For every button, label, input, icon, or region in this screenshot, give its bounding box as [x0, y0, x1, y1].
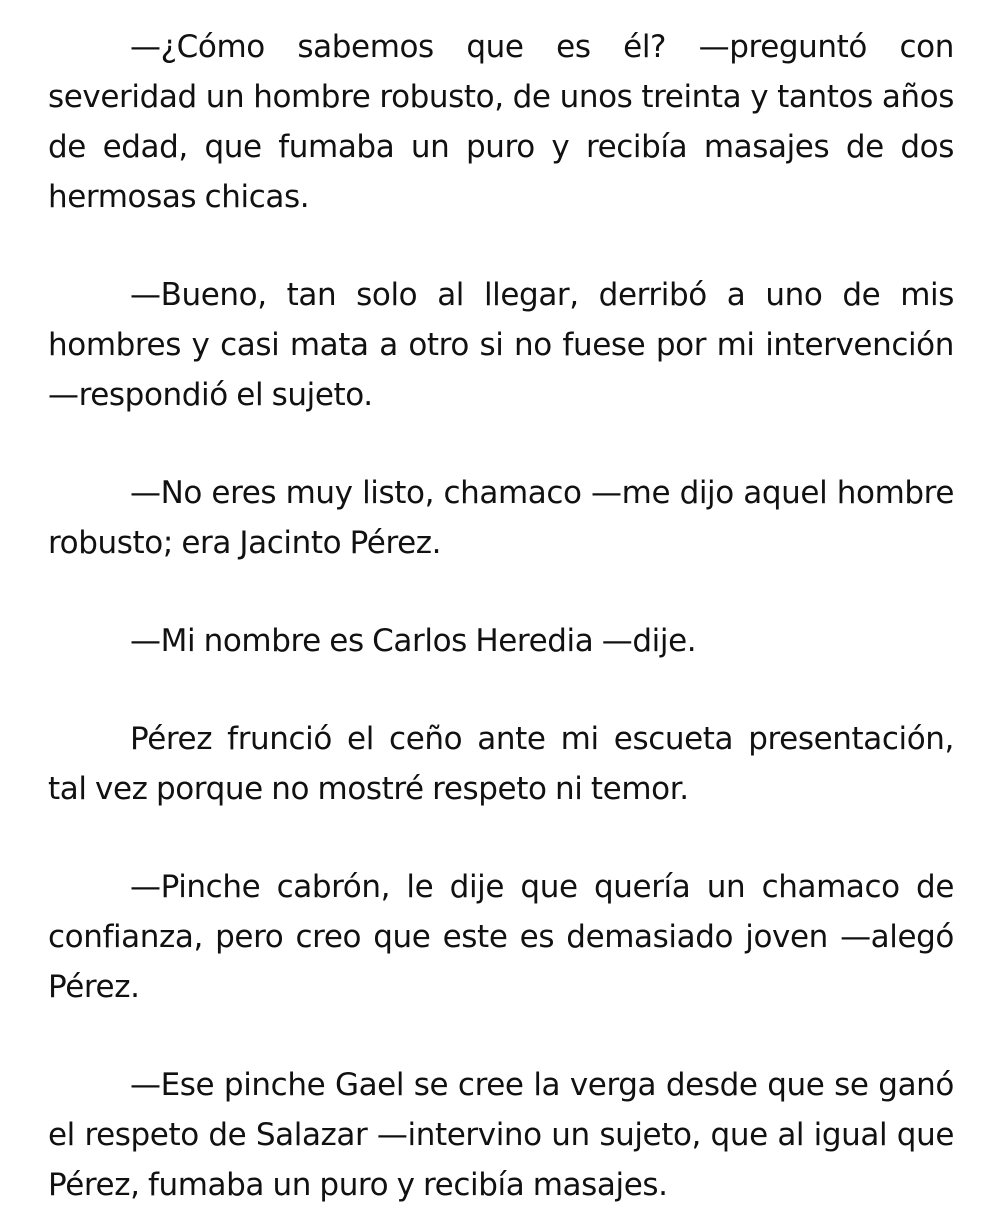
paragraph: —Ese pinche Gael se cree la verga desde que se ganó el respeto de Salazar —intervino un sujeto, que al igual que Pérez, fumaba un puro y recibía masajes. [48, 1067, 954, 1203]
paragraph: —Mi nombre es Carlos Heredia —dije. [130, 623, 697, 659]
paragraph: —¿Cómo sabemos que es él? —preguntó con severidad un hombre robusto, de unos treinta y tantos años de edad, que fumaba un puro y recibía masajes de dos hermosas chicas. [48, 29, 954, 215]
paragraph: —Bueno, tan solo al llegar, derribó a uno de mis hombres y casi mata a otro si no fuese por mi intervención —respondió el sujeto. [48, 277, 954, 413]
paragraph: Pérez frunció el ceño ante mi escueta presentación, tal vez porque no mostré respeto ni temor. [48, 721, 954, 807]
paragraph: —Pinche cabrón, le dije que quería un chamaco de confianza, pero creo que este es demasiado joven —alegó Pérez. [48, 869, 954, 1005]
paragraph: —No eres muy listo, chamaco —me dijo aquel hombre robusto; era Jacinto Pérez. [48, 475, 954, 561]
